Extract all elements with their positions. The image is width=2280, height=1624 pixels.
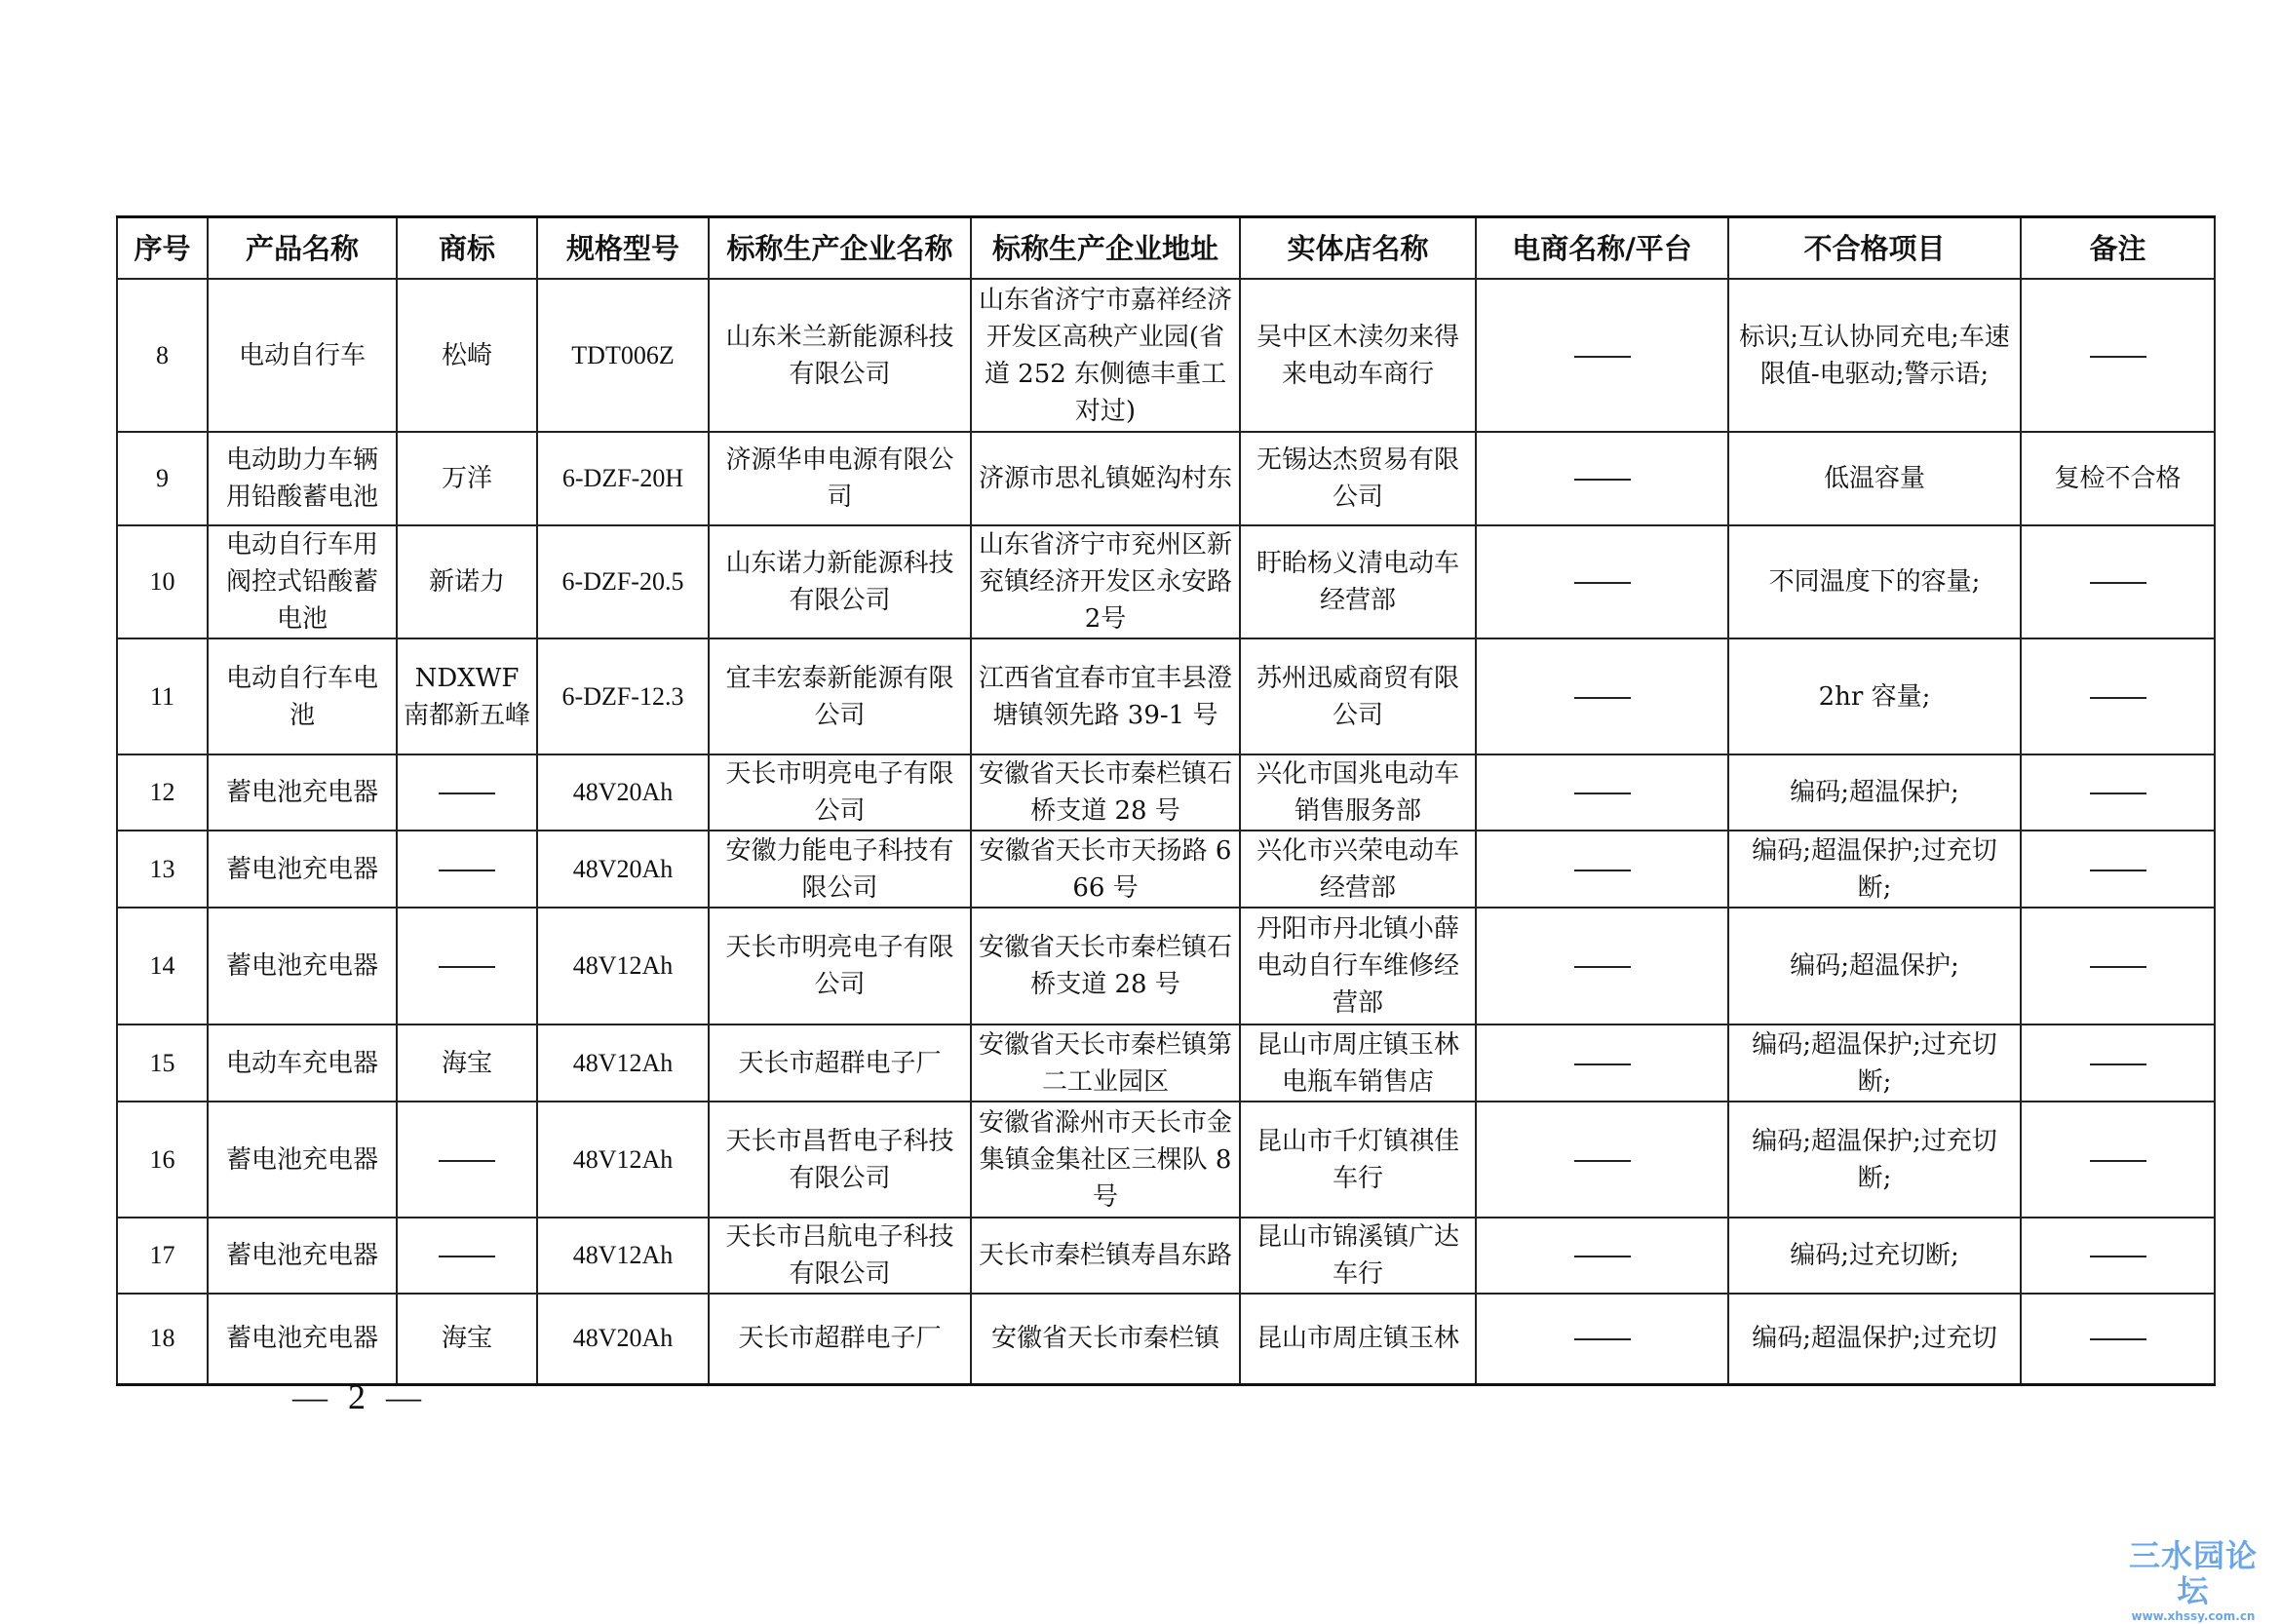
cell-maker: 天长市吕航电子科技有限公司 — [709, 1218, 971, 1294]
header-ecommerce: 电商名称/平台 — [1476, 217, 1728, 280]
cell-store: 昆山市锦溪镇广达车行 — [1240, 1218, 1476, 1294]
cell-address: 安徽省天长市秦栏镇 — [971, 1294, 1240, 1384]
header-maker: 标称生产企业名称 — [709, 217, 971, 280]
cell-model: 48V20Ah — [537, 831, 709, 908]
cell-maker: 山东米兰新能源科技有限公司 — [709, 279, 971, 432]
cell-address: 济源市思礼镇姬沟村东 — [971, 432, 1240, 525]
cell-no: 10 — [117, 525, 208, 638]
watermark-title: 三水园论坛 — [2128, 1537, 2258, 1609]
empty-dash — [1574, 582, 1631, 584]
cell-ecommerce — [1476, 525, 1728, 638]
cell-store: 昆山市千灯镇祺佳车行 — [1240, 1102, 1476, 1218]
empty-dash — [1574, 697, 1631, 699]
cell-product: 电动助力车辆用铅酸蓄电池 — [208, 432, 397, 525]
cell-store: 盱眙杨义清电动车经营部 — [1240, 525, 1476, 638]
cell-brand: 万洋 — [397, 432, 537, 525]
cell-no: 8 — [117, 279, 208, 432]
table-row — [117, 638, 2215, 754]
table-header-row — [117, 217, 2215, 280]
cell-address: 安徽省天长市秦栏镇石桥支道 28 号 — [971, 908, 1240, 1025]
empty-dash — [2090, 1338, 2146, 1340]
cell-store: 昆山市周庄镇玉林 — [1240, 1294, 1476, 1384]
empty-dash — [2090, 1160, 2146, 1162]
cell-product: 电动自行车用阀控式铅酸蓄电池 — [208, 525, 397, 638]
cell-maker: 山东诺力新能源科技有限公司 — [709, 525, 971, 638]
cell-model: 48V12Ah — [537, 908, 709, 1025]
empty-dash — [1574, 1338, 1631, 1340]
cell-store: 无锡达杰贸易有限公司 — [1240, 432, 1476, 525]
header-failed-items: 不合格项目 — [1728, 217, 2021, 280]
table-row — [117, 908, 2215, 1025]
header-store: 实体店名称 — [1240, 217, 1476, 280]
cell-product: 蓄电池充电器 — [208, 1294, 397, 1384]
cell-failed-items: 不同温度下的容量; — [1728, 525, 2021, 638]
empty-dash — [1574, 966, 1631, 968]
cell-store: 吴中区木渎勿来得来电动车商行 — [1240, 279, 1476, 432]
cell-model: TDT006Z — [537, 279, 709, 432]
cell-product: 电动车充电器 — [208, 1025, 397, 1102]
cell-remark — [2021, 525, 2215, 638]
empty-dash — [439, 1160, 495, 1162]
cell-no: 14 — [117, 908, 208, 1025]
cell-product: 蓄电池充电器 — [208, 1218, 397, 1294]
cell-remark — [2021, 831, 2215, 908]
cell-failed-items: 编码;超温保护;过充切断; — [1728, 831, 2021, 908]
cell-model: 6-DZF-20H — [537, 432, 709, 525]
cell-brand — [397, 1218, 537, 1294]
cell-address: 安徽省天长市秦栏镇第二工业园区 — [971, 1025, 1240, 1102]
cell-remark: 复检不合格 — [2021, 432, 2215, 525]
empty-dash — [2090, 870, 2146, 871]
cell-failed-items: 编码;超温保护;过充切断; — [1728, 1025, 2021, 1102]
cell-remark — [2021, 1102, 2215, 1218]
cell-no: 12 — [117, 754, 208, 831]
table-row — [117, 432, 2215, 525]
cell-remark — [2021, 279, 2215, 432]
table-row — [117, 1218, 2215, 1294]
page-number: — 2 — — [292, 1377, 427, 1416]
cell-address: 山东省济宁市兖州区新兖镇经济开发区永安路2号 — [971, 525, 1240, 638]
cell-remark — [2021, 754, 2215, 831]
cell-no: 11 — [117, 638, 208, 754]
watermark — [2115, 1538, 2271, 1624]
header-address: 标称生产企业地址 — [971, 217, 1240, 280]
cell-ecommerce — [1476, 432, 1728, 525]
cell-maker: 宜丰宏泰新能源有限公司 — [709, 638, 971, 754]
cell-address: 安徽省天长市天扬路 666 号 — [971, 831, 1240, 908]
empty-dash — [1574, 356, 1631, 358]
cell-brand — [397, 754, 537, 831]
cell-address: 安徽省滁州市天长市金集镇金集社区三棵队 8 号 — [971, 1102, 1240, 1218]
cell-failed-items: 标识;互认协同充电;车速限值-电驱动;警示语; — [1728, 279, 2021, 432]
cell-address: 天长市秦栏镇寿昌东路 — [971, 1218, 1240, 1294]
cell-ecommerce — [1476, 831, 1728, 908]
cell-maker: 天长市明亮电子有限公司 — [709, 754, 971, 831]
empty-dash — [1574, 870, 1631, 871]
cell-brand: 海宝 — [397, 1294, 537, 1384]
empty-dash — [1574, 1160, 1631, 1162]
table-row — [117, 279, 2215, 432]
cell-ecommerce — [1476, 1294, 1728, 1384]
cell-product: 电动自行车 — [208, 279, 397, 432]
table-row — [117, 1102, 2215, 1218]
cell-no: 15 — [117, 1025, 208, 1102]
cell-failed-items: 编码;超温保护;过充切断; — [1728, 1102, 2021, 1218]
cell-remark — [2021, 1294, 2215, 1384]
cell-brand — [397, 831, 537, 908]
cell-maker: 济源华申电源有限公司 — [709, 432, 971, 525]
empty-dash — [1574, 1256, 1631, 1257]
cell-address: 山东省济宁市嘉祥经济开发区高秧产业园(省道 252 东侧德丰重工对过) — [971, 279, 1240, 432]
cell-maker: 天长市超群电子厂 — [709, 1025, 971, 1102]
cell-address: 安徽省天长市秦栏镇石桥支道 28 号 — [971, 754, 1240, 831]
cell-brand: 海宝 — [397, 1025, 537, 1102]
table-body — [117, 279, 2215, 1384]
empty-dash — [2090, 356, 2146, 358]
cell-brand — [397, 908, 537, 1025]
cell-maker: 安徽力能电子科技有限公司 — [709, 831, 971, 908]
table-row — [117, 831, 2215, 908]
cell-model: 6-DZF-12.3 — [537, 638, 709, 754]
cell-failed-items: 2hr 容量; — [1728, 638, 2021, 754]
cell-model: 6-DZF-20.5 — [537, 525, 709, 638]
empty-dash — [1574, 479, 1631, 481]
nonconforming-products-table — [116, 215, 2216, 1386]
empty-dash — [439, 966, 495, 968]
cell-failed-items: 编码;过充切断; — [1728, 1218, 2021, 1294]
header-product: 产品名称 — [208, 217, 397, 280]
cell-store: 兴化市兴荣电动车经营部 — [1240, 831, 1476, 908]
cell-brand — [397, 1102, 537, 1218]
header-remark: 备注 — [2021, 217, 2215, 280]
cell-brand: 松崎 — [397, 279, 537, 432]
cell-store: 丹阳市丹北镇小薛电动自行车维修经营部 — [1240, 908, 1476, 1025]
empty-dash — [2090, 1063, 2146, 1065]
empty-dash — [2090, 793, 2146, 794]
cell-failed-items: 低温容量 — [1728, 432, 2021, 525]
table-row — [117, 1294, 2215, 1384]
cell-store: 兴化市国兆电动车销售服务部 — [1240, 754, 1476, 831]
table-row — [117, 525, 2215, 638]
cell-ecommerce — [1476, 279, 1728, 432]
cell-failed-items: 编码;超温保护; — [1728, 754, 2021, 831]
empty-dash — [2090, 966, 2146, 968]
cell-no: 18 — [117, 1294, 208, 1384]
table-row — [117, 754, 2215, 831]
empty-dash — [439, 1256, 495, 1257]
cell-failed-items: 编码;超温保护; — [1728, 908, 2021, 1025]
header-brand: 商标 — [397, 217, 537, 280]
cell-ecommerce — [1476, 1218, 1728, 1294]
cell-brand: NDXWF 南都新五峰 — [397, 638, 537, 754]
watermark-url: www.xhssy.com.cn — [2131, 1609, 2256, 1623]
cell-model: 48V12Ah — [537, 1025, 709, 1102]
cell-maker: 天长市昌哲电子科技有限公司 — [709, 1102, 971, 1218]
cell-remark — [2021, 638, 2215, 754]
cell-maker: 天长市超群电子厂 — [709, 1294, 971, 1384]
cell-product: 电动自行车电池 — [208, 638, 397, 754]
cell-model: 48V20Ah — [537, 1294, 709, 1384]
cell-product: 蓄电池充电器 — [208, 908, 397, 1025]
cell-ecommerce — [1476, 754, 1728, 831]
empty-dash — [2090, 1256, 2146, 1257]
cell-product: 蓄电池充电器 — [208, 831, 397, 908]
cell-no: 9 — [117, 432, 208, 525]
header-no: 序号 — [117, 217, 208, 280]
empty-dash — [439, 793, 495, 794]
cell-ecommerce — [1476, 1025, 1728, 1102]
empty-dash — [1574, 1063, 1631, 1065]
cell-maker: 天长市明亮电子有限公司 — [709, 908, 971, 1025]
cell-model: 48V12Ah — [537, 1102, 709, 1218]
cell-ecommerce — [1476, 908, 1728, 1025]
cell-model: 48V12Ah — [537, 1218, 709, 1294]
cell-ecommerce — [1476, 638, 1728, 754]
cell-brand: 新诺力 — [397, 525, 537, 638]
cell-model: 48V20Ah — [537, 754, 709, 831]
table-row — [117, 1025, 2215, 1102]
header-model: 规格型号 — [537, 217, 709, 280]
cell-remark — [2021, 1218, 2215, 1294]
cell-store: 昆山市周庄镇玉林电瓶车销售店 — [1240, 1025, 1476, 1102]
empty-dash — [1574, 793, 1631, 794]
cell-failed-items: 编码;超温保护;过充切 — [1728, 1294, 2021, 1384]
cell-product: 蓄电池充电器 — [208, 754, 397, 831]
empty-dash — [2090, 582, 2146, 584]
empty-dash — [439, 870, 495, 871]
cell-no: 16 — [117, 1102, 208, 1218]
cell-remark — [2021, 908, 2215, 1025]
empty-dash — [2090, 697, 2146, 699]
cell-no: 13 — [117, 831, 208, 908]
cell-product: 蓄电池充电器 — [208, 1102, 397, 1218]
cell-ecommerce — [1476, 1102, 1728, 1218]
cell-store: 苏州迅威商贸有限公司 — [1240, 638, 1476, 754]
cell-remark — [2021, 1025, 2215, 1102]
cell-no: 17 — [117, 1218, 208, 1294]
cell-address: 江西省宜春市宜丰县澄塘镇领先路 39-1 号 — [971, 638, 1240, 754]
